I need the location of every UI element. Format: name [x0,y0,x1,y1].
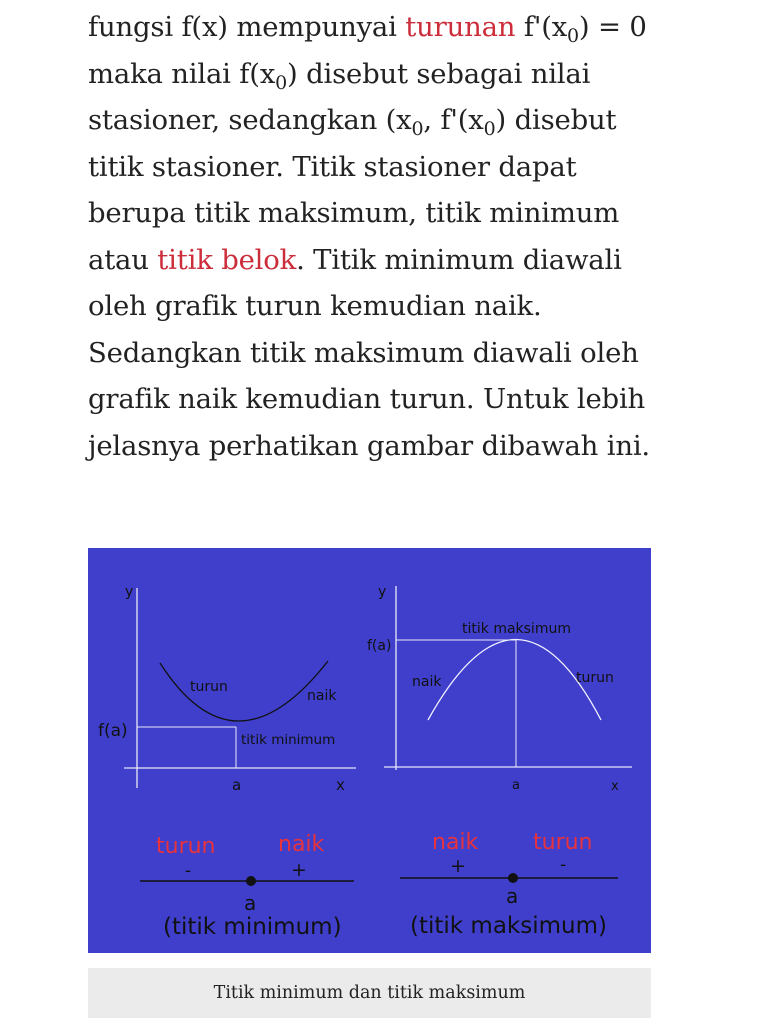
titik-maksimum-label: titik maksimum [462,621,571,637]
turun-label: turun [576,670,614,686]
maximum-sign-diagram [400,830,618,939]
minus-sign: - [560,855,567,875]
turun-label: turun [190,679,228,695]
minimum-graph [98,584,356,794]
naik-label: naik [412,674,442,690]
x-label: x [611,779,619,794]
y-label: y [125,584,134,600]
plus-sign: + [291,859,307,881]
maximum-graph [367,584,632,794]
titik-minimum-label: titik minimum [241,732,336,748]
minus-sign: - [185,861,192,881]
link-titik-belok[interactable]: titik belok [157,243,297,276]
paragraph-line: maka nilai $f(x_0)$ disebut sebagai nilai [88,57,591,94]
paragraph-line: oleh grafik turun kemudian naik. [88,290,542,322]
point-a: a [244,891,257,915]
paragraph-line: fungsi f(x) mempunyai turunan $f'(x_0) = 0$ [88,11,647,47]
stationary-points-figure [88,548,651,953]
a-label: a [512,778,520,793]
sign-point [246,876,256,886]
minimum-curve [160,661,328,721]
figure-graphic [88,548,651,953]
naik-word: naik [432,830,479,855]
plus-sign: + [450,855,466,877]
paragraph-line: grafik naik kemudian turun. Untuk lebih [88,383,646,415]
paragraph-line: titik stasioner. Titik stasioner dapat [88,150,577,183]
paragraph-line: Sedangkan titik maksimum diawali oleh [88,336,639,369]
maximum-caption: (titik maksimum) [410,913,607,939]
point-a: a [506,884,519,908]
fa-label: f(a) [367,638,392,654]
paragraph-line: atau titik belok. Titik minimum diawali [88,243,622,276]
paragraph-line: berupa titik maksimum, titik minimum [88,197,620,229]
paragraph-line: jelasnya perhatikan gambar dibawah ini. [88,429,650,462]
figure-caption: Titik minimum dan titik maksimum [88,968,651,1018]
minimum-sign-diagram [140,832,354,940]
a-label: a [232,776,242,794]
x-label: x [336,776,345,794]
link-turunan[interactable]: turunan [405,11,516,43]
paragraph-line: stasioner, sedangkan ($x_0$, $f'(x_0)$ disebut [88,104,617,140]
y-label: y [378,584,387,600]
minimum-caption: (titik minimum) [163,914,342,940]
naik-label: naik [307,688,337,704]
turun-word: turun [533,830,593,855]
article-text [88,4,658,469]
fa-label: f(a) [98,721,128,741]
sign-point [508,873,518,883]
turun-word: turun [156,834,216,859]
naik-word: naik [278,832,325,857]
